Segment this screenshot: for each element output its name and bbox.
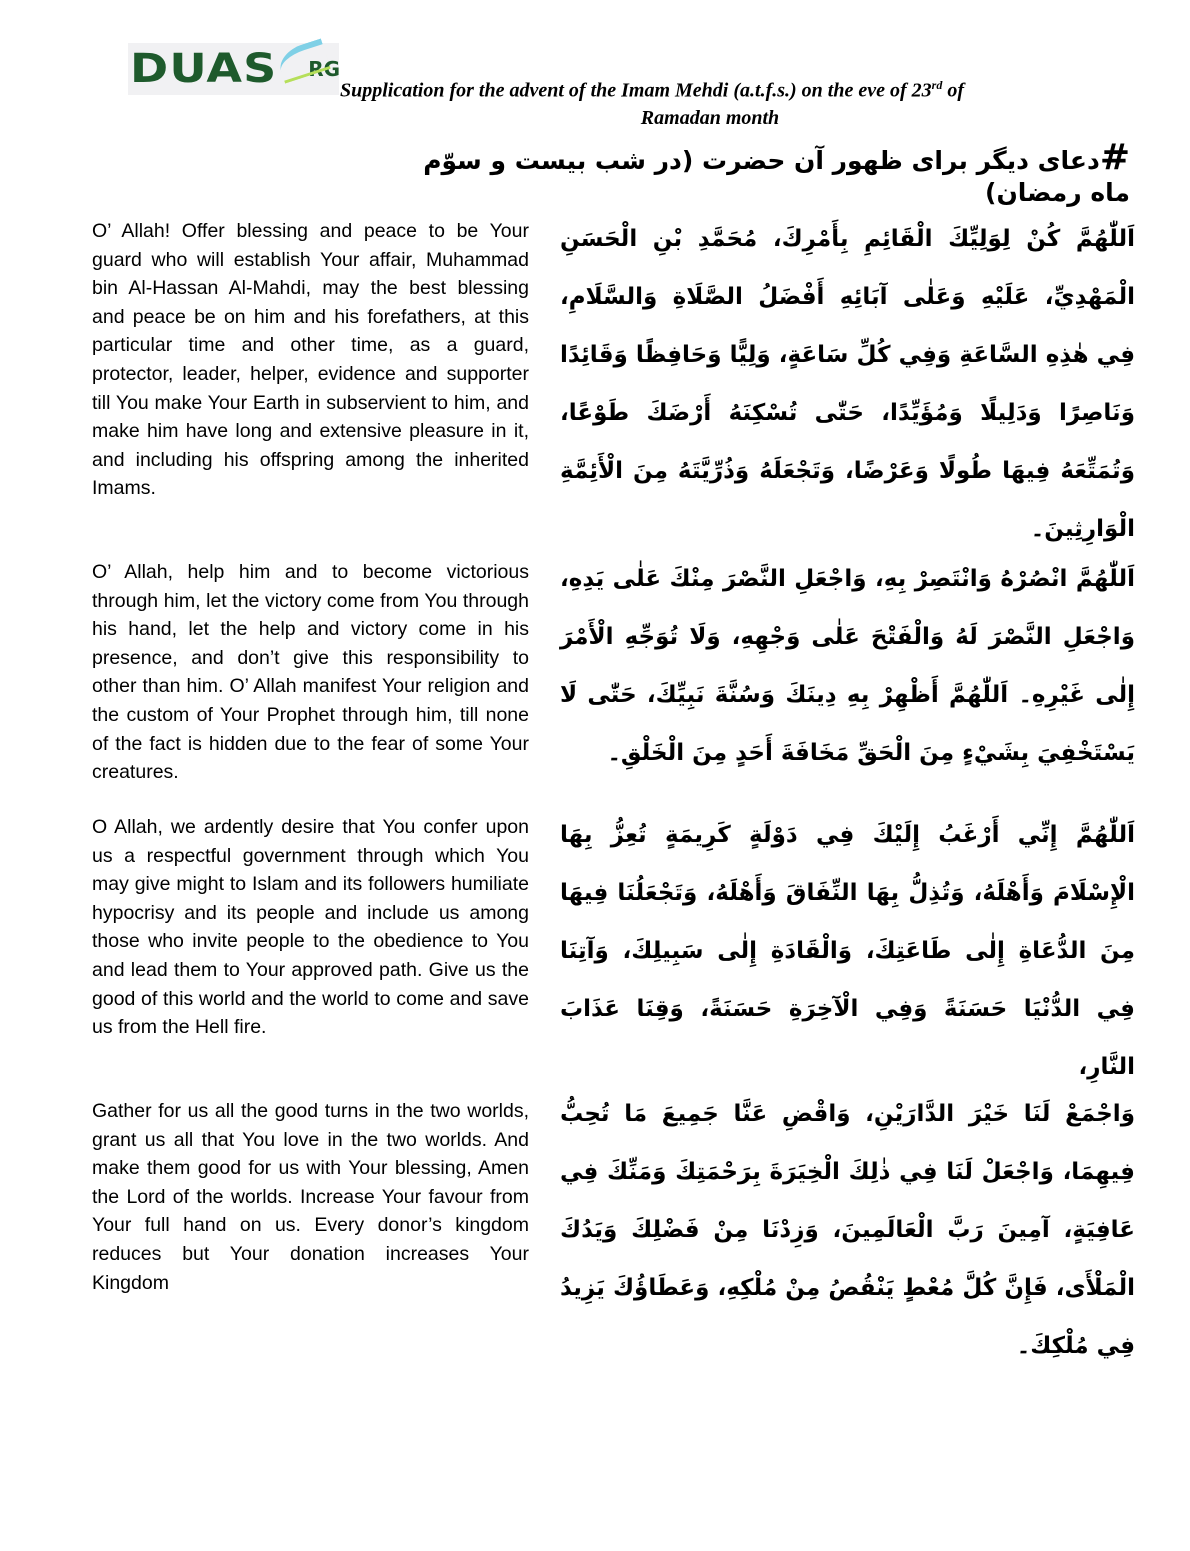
title-superscript: rd (931, 78, 943, 92)
hash-mark: # (1099, 137, 1130, 178)
title-line-2: Ramadan month (640, 106, 780, 129)
english-paragraph-4: Gather for us all the good turns in the two worlds, grant us all that You love in the two worlds. And make them good for us with Your blessing, Amen the Lord of the worlds. Increase Your favour from Your full hand on us. Every donor’s kingdom reduces but Your donation increases Your Kingdom (92, 1100, 529, 1294)
logo-suffix: RG (308, 57, 341, 81)
urdu-title-text: دعای دیگر برای ظهور آن حضرت (در شب بیست و سوّم ماه رمضان) (423, 146, 1130, 207)
logo-text: DUAS (130, 46, 278, 92)
title-line-1 (340, 72, 1080, 105)
arabic-paragraph-4: وَاجْمَعْ لَنَا خَيْرَ الدَّارَيْنِ، وَاقْضِ عَنَّا جَمِيعَ مَا تُحِبُّ فِيهِمَا، وَاجْعَلْ لَنَا فِي ذٰلِكَ الْخِيَرَةَ بِرَحْمَتِكَ وَمَنِّكَ فِي عَافِيَةٍ، آمِينَ رَبَّ الْعَالَمِينَ، وَزِدْنَا مِنْ فَضْلِكَ وَيَدُكَ الْمَلْأَى، فَإِنَّ كُلَّ مُعْطٍ يَنْقُصُ مِنْ مُلْكِهِ، وَعَطَاؤُكَ يَزِيدُ فِي مُلْكِكَ۔ (560, 1101, 1135, 1359)
duas-org-logo (128, 43, 339, 95)
page-title (340, 72, 1080, 132)
english-paragraph-3: O Allah, we ardently desire that You confer upon us a respectful government through which You may give might to Islam and its followers humiliate hypocrisy and its people and include us among those who invite people to the obedience to You and lead them to Your approved path. Give us the good of this world and the world to come and save us from the Hell fire. (92, 816, 529, 1039)
arabic-paragraph-3: اَللّٰهُمَّ إِنِّي أَرْغَبُ إِلَيْكَ فِي دَوْلَةٍ كَرِيمَةٍ تُعِزُّ بِهَا الْإِسْلَامَ وَأَهْلَهُ، وَتُذِلُّ بِهَا النِّفَاقَ وَأَهْلَهُ، وَتَجْعَلُنَا فِيهَا مِنَ الدُّعَاةِ إِلٰى طَاعَتِكَ، وَالْقَادَةِ إِلٰى سَبِيلِكَ، وَآتِنَا فِي الدُّنْيَا حَسَنَةً وَفِي الْآخِرَةِ حَسَنَةً، وَقِنَا عَذَابَ النَّارِ، (560, 822, 1135, 1080)
arabic-paragraph-2: اَللّٰهُمَّ انْصُرْهُ وَانْتَصِرْ بِهِ، وَاجْعَلِ النَّصْرَ مِنْكَ عَلٰى يَدِهِ، وَاجْعَلِ النَّصْرَ لَهُ وَالْفَتْحَ عَلٰى وَجْهِهِ، وَلَا تُوَجِّهِ الْأَمْرَ إِلٰى غَيْرِهِ۔ اَللّٰهُمَّ أَظْهِرْ بِهِ دِينَكَ وَسُنَّةَ نَبِيِّكَ، حَتّٰى لَا يَسْتَخْفِيَ بِشَيْءٍ مِنَ الْحَقِّ مَخَافَةَ أَحَدٍ مِنَ الْخَلْقِ۔ (560, 566, 1135, 766)
title-line-1-end: of (942, 79, 964, 102)
arabic-paragraph-1: اَللّٰهُمَّ كُنْ لِوَلِيِّكَ الْقَائِمِ بِأَمْرِكَ، مُحَمَّدِ بْنِ الْحَسَنِ الْمَهْدِيِّ، عَلَيْهِ وَعَلٰى آبَائِهِ أَفْضَلُ الصَّلَاةِ وَالسَّلَامِ، فِي هٰذِهِ السَّاعَةِ وَفِي كُلِّ سَاعَةٍ، وَلِيًّا وَحَافِظًا وَقَائِدًا وَنَاصِرًا وَدَلِيلًا وَمُؤَيِّدًا، حَتّٰى تُسْكِنَهُ أَرْضَكَ طَوْعًا، وَتُمَتِّعَهُ فِيهَا طُولًا وَعَرْضًا، وَتَجْعَلَهُ وَذُرِّيَّتَهُ مِنَ الْأَئِمَّةِ الْوَارِثِينَ۔ (560, 226, 1135, 542)
title-line-1-text: Supplication for the advent of the Imam Mehdi (a.t.f.s.) on the eve of 23 (340, 79, 932, 102)
english-paragraph-1: O’ Allah! Offer blessing and peace to be Your guard who will establish Your affair, Muhammad bin Al-Hassan Al-Mahdi, may the best blessing and peace be on him and his forefathers, at this particular time and other time, as a guard, protector, leader, helper, evidence and supporter till You make Your Earth in subservient to him, and make him have long and extensive pleasure in it, and including his offspring among the inherited Imams. (92, 220, 529, 500)
english-paragraph-2: O’ Allah, help him and to become victorious through him, let the victory come from You through his hand, let the help and victory come in his presence, and don’t give this responsibility to other than him. O’ Allah manifest Your religion and the custom of Your Prophet through him, till none of the fact is hidden due to the fear of some Your creatures. (92, 561, 529, 784)
urdu-title (410, 137, 1130, 209)
